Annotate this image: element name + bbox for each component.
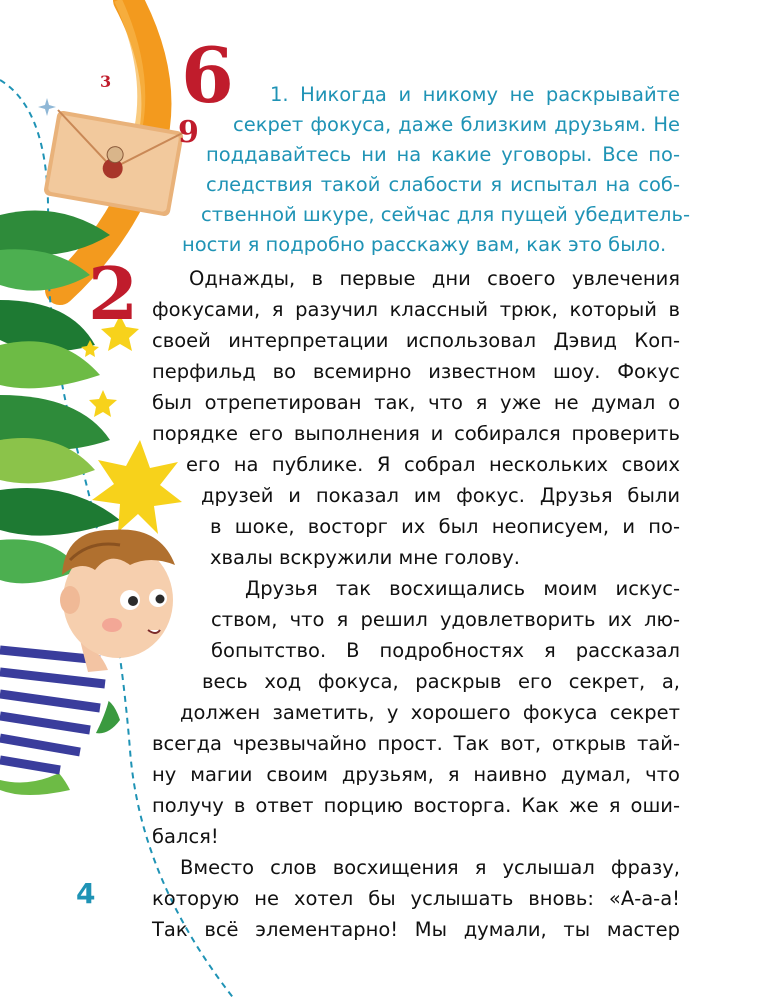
rule-line: поддавайтесь ни на какие уговоры. Все по- <box>206 143 680 166</box>
body-line: бопытство. В подробностях я рассказал <box>211 639 680 662</box>
body-line: всегда чрезвычайно прост. Так вот, открыв тай- <box>152 732 680 755</box>
body-line: порядке его выполнения и собирался проверить <box>152 422 680 445</box>
body-line: Так всё элементарно! Мы думали, ты мастер <box>152 918 680 941</box>
body-line: своей интерпретации использовал Дэвид Коп- <box>152 329 680 352</box>
rule-line: ности я подробно расскажу вам, как это было. <box>182 233 667 256</box>
body-line: друзей и показал им фокус. Друзья были <box>201 484 680 507</box>
digit-six: 6 <box>181 31 234 120</box>
body-line: бался! <box>152 825 219 848</box>
page-number: 4 <box>76 877 96 910</box>
body-line: хвалы вскружили мне голову. <box>210 546 520 569</box>
body-line: получу в ответ порцию восторга. Как же я оши- <box>152 794 680 817</box>
digit-two: 2 <box>88 251 139 336</box>
rule-line: секрет фокуса, даже близким друзьям. Не <box>233 113 680 136</box>
body-line: его на публике. Я собрал нескольких своих <box>186 453 680 476</box>
digit-three: 3 <box>100 72 112 91</box>
body-line: которую не хотел бы услышать вновь: «А-а-а! <box>152 887 680 910</box>
body-line: в шоке, восторг их был неописуем, и по- <box>210 515 680 538</box>
sparkle-icon <box>38 98 56 116</box>
body-line: Однажды, в первые дни своего увлечения <box>189 267 680 290</box>
rule-line: следствия такой слабости я испытал на соб- <box>206 173 680 196</box>
body-line: ством, что я решил удовлетворить их лю- <box>211 608 680 631</box>
rule-line: ственной шкуре, сейчас для пущей убедитель- <box>201 203 691 226</box>
body-line: Вместо слов восхищения я услышал фразу, <box>180 856 680 879</box>
body-line: фокусами, я разучил классный трюк, который в <box>152 298 680 321</box>
body-line: перфильд во всемирно известном шоу. Фокус <box>152 360 680 383</box>
body-line: ну магии своим друзьям, я наивно думал, что <box>152 763 680 786</box>
body-line: был отрепетирован так, что я уже не думал о <box>152 391 680 414</box>
digit-nine: 9 <box>178 115 199 150</box>
rule-line: 1. Никогда и никому не раскрывайте <box>270 83 680 106</box>
body-line: должен заметить, у хорошего фокуса секрет <box>180 701 680 724</box>
body-line: Друзья так восхищались моим искус- <box>245 577 680 600</box>
body-line: весь ход фокуса, раскрыв его секрет, а, <box>202 670 680 693</box>
